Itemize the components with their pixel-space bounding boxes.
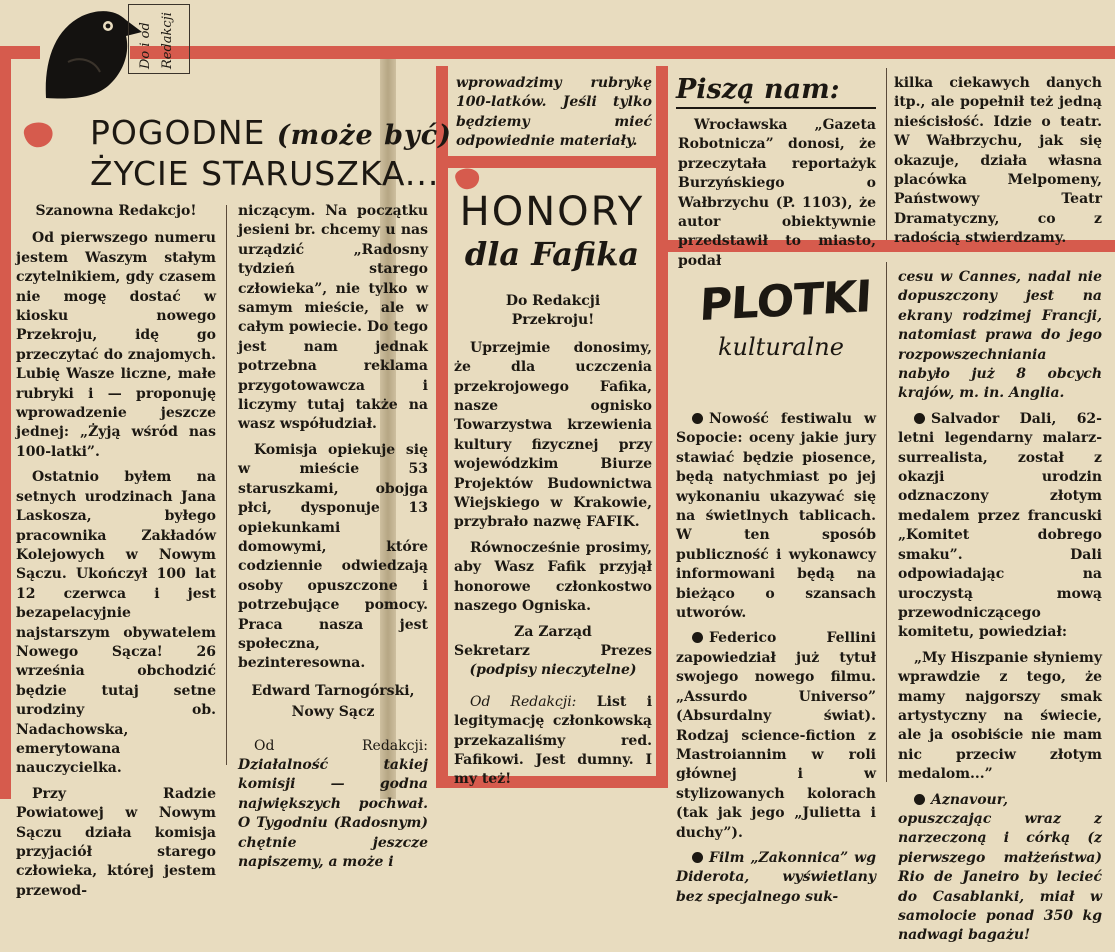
- letter1-column-1: [16, 202, 216, 907]
- letter1-paragraph: Od pierwszego numeru jestem Waszym stałym czytelnikiem, gdy czasem nie mogę dostać w kiosku nowego Przekroju, idę go przeczytać do znajomych. Lubię Wasze liczne, małe rubryki i — proponuję wprowadzenie jeszcze jednej: „Żyją wśród nas 100-latki”.: [16, 230, 216, 460]
- letter1-signature-name: Edward Tarnogórski,: [251, 682, 415, 699]
- letter1-paragraph: Ostatnio byłem na setnych urodzinach Jana Laskosza, byłego pracownika Zakładów Kolejowych w Nowym Sączu. Ukończył 100 lat 12 czerwca i jest bezapelacyjnie najstarszym obywatelem Nowego Sącza! 26 września obchodzić będzie tutaj setne urodziny ob. Nadachowska, emerytowana nauczycielka.: [16, 469, 216, 777]
- letter1-paragraph: niczącym. Na początku jesieni br. chcemy u nas urządzić „Radosny tydzień starego człowieka”, nie tylko w samym mieście, ale w całym powiecie. Do tego jest nam jednak potrzebna reklama przygotowawcza i liczymy tutaj także na wasz współudział.: [238, 203, 428, 433]
- letter1-title: POGODNE (może być) ŻYCIE STARUSZKA...: [90, 113, 452, 193]
- bullet-dot-icon: [914, 413, 925, 424]
- red-bar-fafik-left: [436, 156, 448, 788]
- red-bar-left-stub: [0, 46, 40, 59]
- letter1-signature-place: Nowy Sącz: [291, 704, 375, 721]
- letter1-salutation: Szanowna Redakcjo!: [35, 203, 197, 219]
- plotki-item: Federico Fellini zapowiedział już tytuł swojego nowego filmu. „Assurdo Universo” (Absurdalny świat). Rodzaj science-fiction z Mastroiannim w roli głównej i w stylizowanych kolorach (tak jak jego „Julietta i duchy”).: [676, 630, 876, 841]
- pisza-column-a: Wrocławska „Gazeta Robotnicza” donosi, że przeczytała reportażyk Burzyńskiego o Wałbrzychu (P. 1103), że autor obiektywnie przedstawił to miasto, podał: [678, 117, 876, 269]
- letter1-column-2: [238, 202, 428, 878]
- pisza-column-b: kilka ciekawych danych itp., ale popełnił też jedną nieścisłość. Idzie o teatr. W Wałbrzychu, jak się okazuje, działa własna placówka Melpomeny, Państwowy Teatr Dramatyczny, co z radością stwierdzamy.: [894, 75, 1102, 247]
- letter2-editor-reply: Od Redakcji: List i legitymację członkowską przekazaliśmy red. Fafikowi. Jest dumny. I my też!: [454, 693, 653, 788]
- letter2-signatories: Sekretarz Prezes: [454, 642, 652, 659]
- letter1-paragraph: Komisja opiekuje się w mieście 53 staruszkami, obojga płci, dysponuje 13 opiekunkami domowymi, które codziennie odwiedzają osoby opuszczone i potrzebujące pomocy. Praca nasza jest społeczna, bezinteresowna.: [238, 441, 428, 672]
- bullet-dot-icon: [692, 852, 703, 863]
- bullet-dot-icon: [914, 794, 925, 805]
- red-bar-fafik-right: [656, 66, 668, 786]
- column-divider: [886, 68, 887, 240]
- letter1-editor-reply: Od Redakcji: Działalność takiej komisji — godna największych pochwał. O Tygodniu (Radosnym) chętnie jeszcze napiszemy, a może i: [238, 737, 428, 870]
- plotki-item: Aznavour, opuszczając wraz z narzeczoną i córką (z pierwszego małżeństwa) Rio de Janeiro by lecieć do Casablanki, miał w samolocie ponad 350 kg nadwagi bagażu!: [898, 791, 1102, 944]
- letter2-paragraph: Równocześnie prosimy, aby Wasz Fafik przyjął honorowe członkostwo naszego Ogniska.: [454, 539, 652, 615]
- red-bar-left-page: [0, 46, 11, 799]
- letter1-reply-continued: wprowadzimy rubrykę 100-latków. Jeśli tylko będziemy mieć odpowiednie materiały.: [456, 75, 652, 150]
- plotki-item: Nowość festiwalu w Sopocie: oceny jakie jury stawiać będzie piosence, będą natychmiast po jej wykonaniu ukazywać się na świetlnych tablicach. W ten sposób publiczność i wykonawcy informowani będą na bieżąco o szansach utworów.: [676, 411, 876, 622]
- pisza-title: Piszą nam:: [676, 74, 876, 109]
- bullet-dot-icon: [692, 413, 703, 424]
- letter2-body: Do Redakcji Przekroju! Uprzejmie donosimy, że dla uczczenia przekrojowego Fafika, nasze ognisko Towarzystwa krzewienia kultury fizycznej przy wojewódzkim Biurze Projektów Budownictwa Wiejskiego w Krakowie, przybrało nazwę FAFIK. Równocześnie prosimy, aby Wasz Fafik przyjął honorowe członkostwo naszego Ogniska. Za Zarząd Sekretarz Prezes (podpisy nieczytelne) Od Redakcji: List i legitymację członkowską przekazaliśmy red. Fafikowi. Jest dumny. I my też!: [454, 292, 652, 796]
- red-bar-top: [130, 46, 1115, 59]
- plotki-item: Salvador Dali, 62-letni legendarny malarz-surrealista, został z okazji urodzin odznaczony złotym medalem przez francuski „Komitet dobrego smaku”. Dali odpowiadając na uroczystą mową przewodniczącego komitetu, powiedział:: [898, 410, 1102, 641]
- column-divider: [226, 205, 227, 765]
- stamp-label: Do i od Redakcji: [128, 4, 190, 74]
- letter2-paragraph: Uprzejmie donosimy, że dla uczczenia przekrojowego Fafika, nasze ognisko Towarzystwa krzewienia kultury fizycznej przy wojewódzkim Biurze Projektów Budownictwa Wiejskiego w Krakowie, przybrało nazwę FAFIK.: [454, 339, 652, 531]
- plotki-item-continued: cesu w Cannes, nadal nie dopuszczony jest na ekrany rodzimej Francji, natomiast prawa do jego rozpowszechniania nabyło już 8 obcych krajów, m. in. Anglia.: [898, 269, 1102, 402]
- bullet-dot-icon: [692, 632, 703, 643]
- plotki-column-b: [898, 268, 1102, 952]
- plotki-logo: PLOTKI kulturalne: [698, 271, 873, 361]
- letter2-title: HONORY dla Fafika: [459, 189, 645, 273]
- plotki-quote: „My Hiszpanie słyniemy wprawdzie z tego, że mamy najgorszy smak artystyczny na świecie, ale ja osobiście nie mam nic przeciw złotym medalom...”: [898, 649, 1102, 783]
- plotki-item: Film „Zakonnica” wg Diderota, wyświetlany bez specjalnego suk-: [676, 849, 876, 905]
- red-splash-icon: [20, 120, 56, 154]
- letter1-paragraph: Przy Radzie Powiatowej w Nowym Sączu działa komisja przyjaciół starego człowieka, której jestem przewod-: [16, 785, 216, 899]
- plotki-column-a: [676, 410, 876, 913]
- column-divider: [886, 262, 887, 782]
